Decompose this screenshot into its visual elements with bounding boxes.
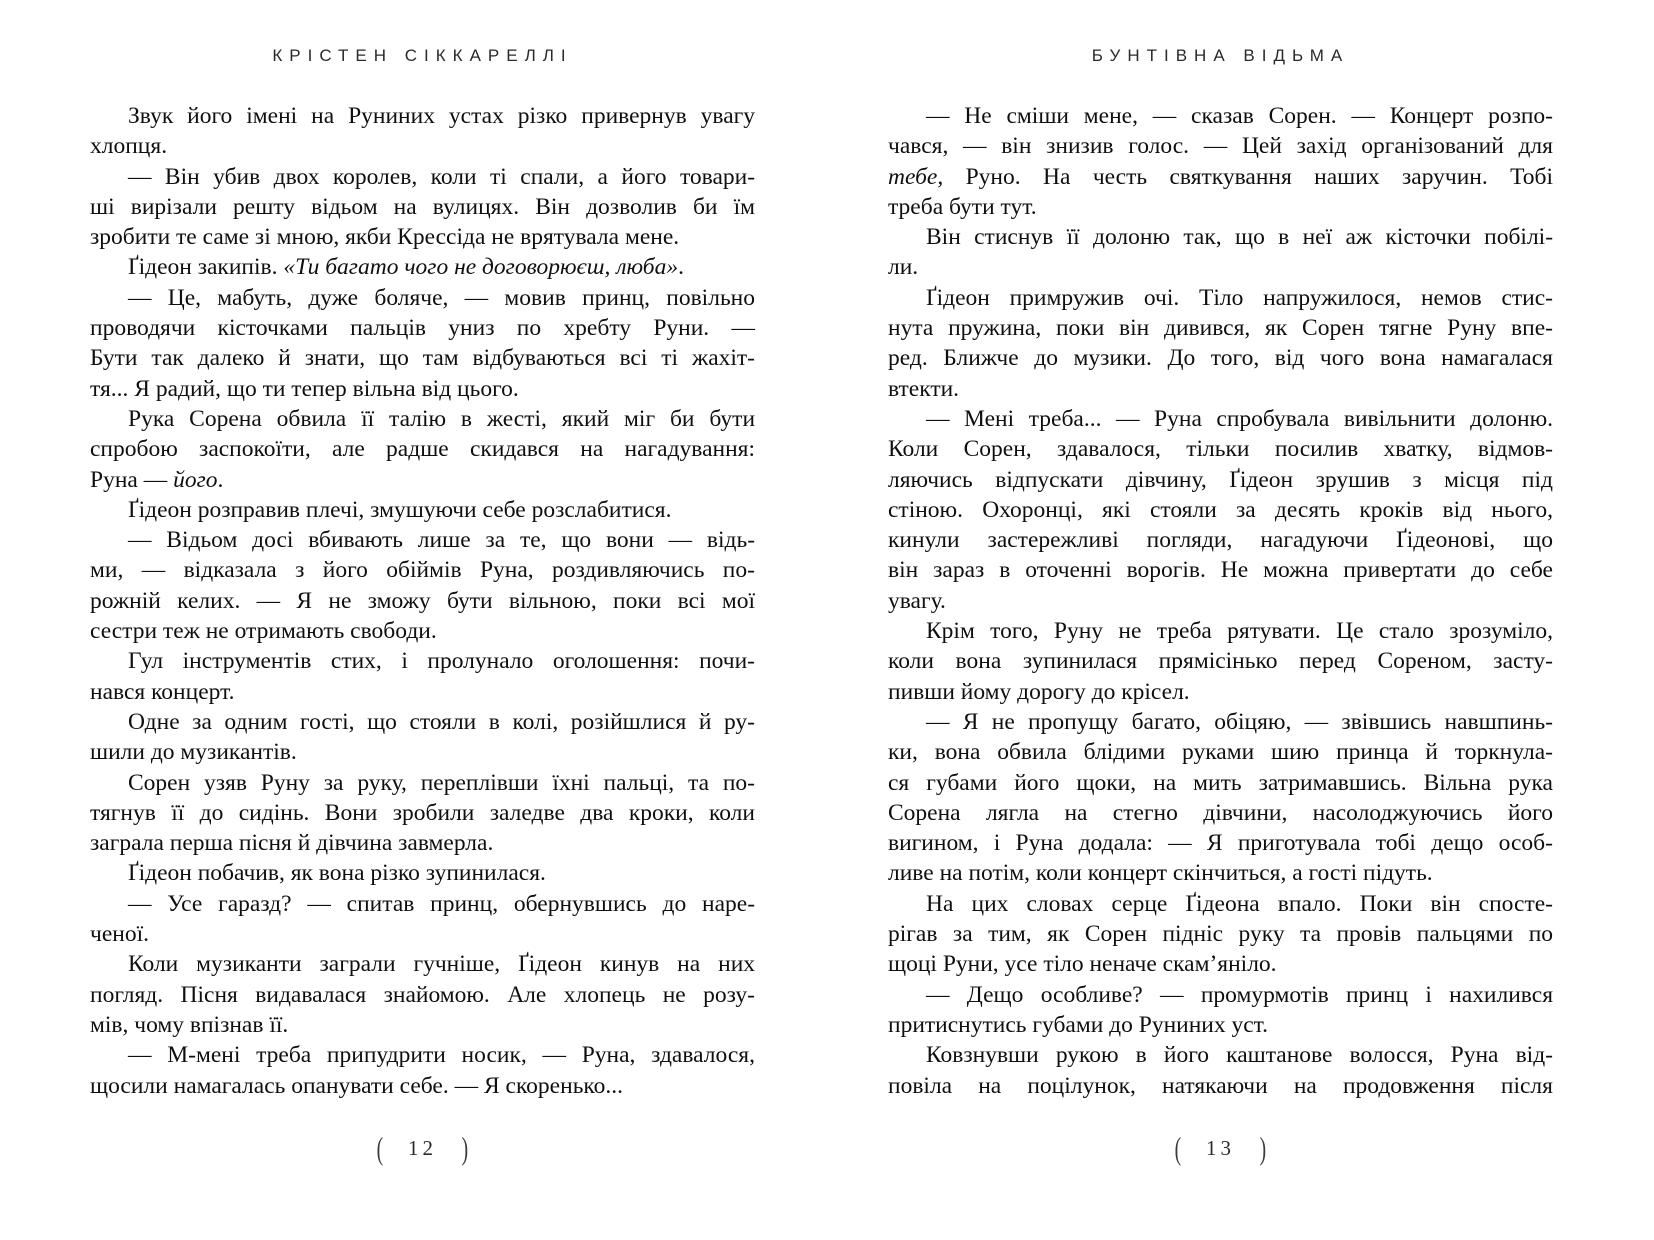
text-line [888, 677, 1553, 707]
text-line [888, 768, 1553, 798]
text-line [888, 192, 1553, 222]
text-line [888, 343, 1553, 373]
text-line [888, 131, 1553, 161]
text-line-content [90, 557, 755, 583]
text-segment: — Дещо особливе? — промурмотів принц і нахилився [926, 981, 1554, 1008]
text-line [90, 404, 755, 434]
text-segment: На цих словах серце Ґідеона впало. Поки він спосте- [926, 890, 1553, 917]
text-line-content [128, 285, 755, 311]
text-line [90, 858, 755, 888]
text-line-content [926, 891, 1553, 917]
left-folio [90, 1130, 755, 1166]
text-line-content [926, 406, 1553, 432]
italic-text-segment: тебе, [888, 163, 944, 190]
text-line [888, 283, 1553, 313]
text-line-content [90, 830, 493, 856]
text-segment: — Я не пропущу багато, обіцяю, — звівшись навшпинь- [926, 708, 1553, 735]
text-segment: — Усе гаразд? — спитав принц, обернувшись до наре- [128, 890, 756, 917]
text-line-content [90, 315, 755, 341]
text-line [90, 677, 755, 707]
text-line-content [128, 770, 755, 796]
text-segment: Бути так далеко й знати, що там відбуваються всі ті жахіт- [90, 345, 756, 372]
text-segment: притиснутись губами до Руниних уст. [888, 1011, 1269, 1038]
text-line [888, 858, 1553, 888]
text-line-content [90, 982, 755, 1008]
text-segment: ки, вона обвила блідими руками шию принца й торкнула- [888, 739, 1553, 766]
text-line-content [888, 1012, 1268, 1038]
text-line [90, 1040, 755, 1070]
text-line-content [128, 860, 546, 886]
text-line-content [90, 1012, 288, 1038]
text-segment: треба бути тут. [888, 193, 1037, 220]
text-line [90, 222, 755, 252]
text-line-content [888, 921, 1553, 947]
text-segment: . [678, 254, 684, 281]
text-segment: ляючись відпускати дівчину, Ґідеон зрушив з місця під [888, 466, 1553, 493]
text-line [888, 404, 1553, 434]
text-segment: Ковзнувши рукою в його каштанове волосся, Руна від- [926, 1042, 1553, 1069]
text-line-content [888, 527, 1553, 553]
text-line-content [128, 406, 755, 432]
text-line-content [888, 770, 1553, 796]
text-line-content [90, 739, 297, 765]
text-segment: заграла перша пісня й дівчина завмерла. [90, 830, 494, 857]
text-segment: рігав за тим, як Сорен підніс руку та провів пальцями по [888, 921, 1554, 948]
left-page [90, 0, 755, 1240]
text-segment: втекти. [888, 375, 960, 402]
left-running-head: КРІСТЕН СІККАРЕЛЛІ [272, 46, 573, 65]
folio-open-paren: ( [1174, 1130, 1182, 1166]
text-line [888, 798, 1553, 828]
text-line [888, 707, 1553, 737]
italic-text-segment: його [173, 466, 218, 493]
text-segment: Гул інструментів стих, і пролунало оголошення: почи- [128, 648, 756, 675]
text-segment: стіною. Охоронці, які стояли за десять кроків від нього, [888, 496, 1553, 523]
right-folio [888, 1130, 1553, 1166]
text-segment: — Не сміши мене, — сказав Сорен. — Концерт розпо- [926, 103, 1554, 129]
text-segment: вигином, і Руна додала: — Я приготувала тобі дещо особ- [888, 830, 1553, 857]
text-segment: ли. [888, 254, 919, 281]
text-segment: кинули застережливі погляди, нагадуючи Ґідеонові, що [888, 527, 1553, 554]
text-segment: щоці Руни, усе тіло неначе скам’яніло. [888, 951, 1277, 978]
text-line-content [90, 679, 234, 705]
text-line-content [90, 921, 149, 947]
text-segment: погляд. Пісня видавалася знайомою. Але хлопець не розу- [90, 981, 755, 1008]
text-segment: Звук його імені на Руниних устах різко привернув увагу [128, 103, 756, 129]
text-line-content [888, 194, 1037, 220]
text-segment: пивши йому дорогу до крісел. [888, 678, 1190, 705]
text-line-content [128, 648, 755, 674]
text-line [90, 101, 755, 131]
text-line [888, 1010, 1553, 1040]
text-segment: — Це, мабуть, дуже боляче, — мовив принц, повільно [128, 284, 755, 311]
text-line [888, 313, 1553, 343]
text-segment: хлопця. [90, 133, 168, 160]
text-segment: Ґідеон закипів. [128, 254, 284, 281]
text-line [888, 1071, 1553, 1101]
text-line-content [888, 860, 1433, 886]
italic-text-segment: «Ти багато чого не договорюєш, люба» [283, 254, 679, 281]
text-line-content [888, 315, 1553, 341]
text-line [90, 465, 755, 495]
text-line-content [888, 830, 1553, 856]
text-segment: Рука Сорена обвила її талію в жесті, який міг би бути [128, 405, 756, 432]
folio-open-paren: ( [376, 1130, 384, 1166]
text-line-content [90, 1073, 623, 1099]
text-line [888, 101, 1553, 131]
text-line-content [128, 103, 755, 129]
text-line [90, 162, 755, 192]
text-line [90, 252, 755, 282]
text-line [888, 919, 1553, 949]
text-line [888, 555, 1553, 585]
left-page-number: 12 [408, 1136, 437, 1160]
text-line-content [888, 467, 1553, 493]
text-segment: ми, — відказала з його обіймів Руна, роздивляючись по- [90, 557, 755, 584]
text-segment: Ґідеон примружив очі. Тіло напружилося, немов стис- [926, 284, 1553, 311]
text-line-content [128, 951, 755, 977]
text-segment: нався концерт. [90, 678, 235, 705]
text-line-content [888, 648, 1553, 674]
text-line [90, 525, 755, 555]
text-segment: Він стиснув її долоню так, що в неї аж кісточки побілі- [926, 224, 1554, 251]
text-line [90, 919, 755, 949]
text-segment: він зараз в оточенні ворогів. Не можна привертати до себе [888, 557, 1553, 584]
text-line-content [888, 739, 1553, 765]
text-line-content [90, 224, 679, 250]
text-segment: Крім того, Руну не треба рятувати. Це стало зрозуміло, [926, 618, 1554, 645]
text-segment: чався, — він знизив голос. — Цей захід організований для [888, 133, 1553, 160]
text-line [888, 525, 1553, 555]
text-segment: зробити те саме зі мною, якби Крессіда не врятувала мене. [90, 224, 680, 251]
text-line-content [888, 800, 1553, 826]
text-line-content [926, 1042, 1553, 1068]
text-segment: сестри теж не отримають свободи. [90, 618, 437, 645]
text-line-content [926, 285, 1553, 311]
text-line-content [128, 497, 671, 523]
text-line [90, 495, 755, 525]
text-line [90, 889, 755, 919]
text-line-content [90, 588, 755, 614]
text-line [90, 707, 755, 737]
right-running-head: БУНТІВНА ВІДЬМА [1091, 46, 1350, 65]
text-line [888, 222, 1553, 252]
text-line [90, 646, 755, 676]
text-line [888, 980, 1553, 1010]
text-line [888, 889, 1553, 919]
text-line-content [90, 618, 437, 644]
text-line [90, 192, 755, 222]
text-line-content [888, 679, 1190, 705]
right-page [888, 0, 1553, 1240]
text-line-content [888, 345, 1553, 371]
text-segment: Ґідеон побачив, як вона різко зупинилася. [128, 860, 546, 887]
text-line-content [888, 1073, 1553, 1099]
text-line [90, 828, 755, 858]
text-segment: спробою заспокоїти, але радше скидався на нагадування: [90, 436, 756, 463]
text-segment: Коли Сорен, здавалося, тільки посилив хватку, відмов- [888, 436, 1554, 463]
text-line-content [128, 709, 755, 735]
text-line-content [888, 133, 1553, 159]
text-line-content [926, 224, 1553, 250]
text-line [888, 1040, 1553, 1070]
text-line [90, 555, 755, 585]
folio-close-paren: ) [1259, 1130, 1267, 1166]
text-segment: Коли музиканти заграли гучніше, Ґідеон кинув на них [128, 951, 756, 978]
text-line [90, 949, 755, 979]
text-line-content [926, 709, 1553, 735]
text-line [888, 586, 1553, 616]
text-line-content [888, 588, 946, 614]
text-line [888, 949, 1553, 979]
text-line-content [888, 951, 1277, 977]
text-line-content [888, 164, 1553, 190]
text-segment: ші вирізали решту відьом на вулицях. Він дозволив би їм [90, 193, 756, 220]
text-line-content [888, 376, 959, 402]
text-line [90, 980, 755, 1010]
text-segment: . [217, 466, 224, 493]
text-segment: Ґідеон розправив плечі, змушуючи себе розслабитися. [128, 496, 672, 523]
text-line [888, 616, 1553, 646]
text-line-content [128, 1042, 755, 1068]
text-line-content [926, 618, 1553, 644]
right-text-block [888, 101, 1553, 1101]
text-line [90, 616, 755, 646]
text-line-content [90, 436, 755, 462]
text-line-content [90, 194, 755, 220]
text-line [90, 283, 755, 313]
text-segment: ред. Ближче до музики. До того, від чого вона намагалася [888, 345, 1553, 372]
text-line [888, 646, 1553, 676]
text-line [888, 828, 1553, 858]
text-line-content [128, 527, 755, 553]
text-segment: нута пружина, поки він дивився, як Сорен тягне Руну впе- [888, 315, 1553, 342]
text-segment: Руна — [90, 466, 174, 493]
text-line [90, 798, 755, 828]
text-segment: проводячи кісточками пальців униз по хребту Руни. — [90, 315, 756, 342]
text-line [90, 586, 755, 616]
text-segment: Одне за одним гості, що стояли в колі, розійшлися й ру- [128, 708, 755, 735]
text-segment: тягнув її до сидінь. Вони зробили заледве два кроки, коли [90, 799, 755, 826]
text-segment: шили до музикантів. [90, 739, 297, 766]
text-segment: увагу. [888, 587, 946, 614]
text-segment: мів, чому впізнав її. [90, 1011, 289, 1038]
text-line [888, 495, 1553, 525]
text-segment: Руно. На честь святкування наших заручин. Тобі [943, 163, 1553, 190]
text-segment: рожній келих. — Я не зможу бути вільною, поки всі мої [90, 587, 755, 614]
text-segment: Сорена лягла на стегно дівчини, насолоджуючись його [888, 799, 1553, 826]
text-segment: — Мені треба... — Руна спробувала вивільнити долоню. [926, 405, 1554, 432]
folio-close-paren: ) [461, 1130, 469, 1166]
text-line [90, 737, 755, 767]
text-line [888, 374, 1553, 404]
text-line-content [90, 376, 519, 402]
text-line [90, 768, 755, 798]
text-line [888, 737, 1553, 767]
text-line-content [888, 557, 1553, 583]
text-line [90, 131, 755, 161]
text-line-content [90, 800, 755, 826]
text-line [888, 434, 1553, 464]
text-line [888, 465, 1553, 495]
text-line-content [888, 254, 918, 280]
text-line [90, 343, 755, 373]
text-line [90, 1071, 755, 1101]
left-text-block [90, 101, 755, 1101]
text-segment: ченої. [90, 921, 149, 948]
text-line-content [128, 891, 755, 917]
text-line-content [90, 133, 167, 159]
text-line [90, 1010, 755, 1040]
text-segment: тя... Я радий, що ти тепер вільна від цього. [90, 375, 519, 402]
text-segment: — Він убив двох королев, коли ті спали, а його товари- [128, 163, 756, 190]
text-segment: ливе на потім, коли концерт скінчиться, а гості підуть. [888, 860, 1433, 887]
text-line [888, 162, 1553, 192]
text-segment: повіла на поцілунок, натякаючи на продовження після [888, 1072, 1553, 1099]
text-line-content [90, 467, 223, 493]
right-page-number: 13 [1206, 1136, 1235, 1160]
text-line [90, 434, 755, 464]
text-segment: коли вона зупинилася прямісінько перед Сореном, засту- [888, 648, 1553, 675]
text-line-content [888, 497, 1553, 523]
text-segment: ся губами його щоки, на мить затримавшись. Вільна рука [888, 769, 1553, 796]
text-segment: — Відьом досі вбивають лише за те, що вони — відь- [128, 527, 756, 554]
text-line [90, 313, 755, 343]
text-segment: Сорен узяв Руну за руку, переплівши їхні пальці, та по- [128, 769, 755, 796]
text-line [90, 374, 755, 404]
text-line-content [888, 436, 1553, 462]
text-segment: — М-мені треба припудрити носик, — Руна, здавалося, [128, 1042, 755, 1069]
text-line-content [926, 982, 1553, 1008]
text-line-content [90, 345, 755, 371]
text-segment: щосили намагалась опанувати себе. — Я скоренько... [90, 1072, 624, 1099]
text-line [888, 252, 1553, 282]
text-line-content [128, 164, 755, 190]
text-line-content [926, 103, 1553, 129]
text-line-content [128, 254, 684, 280]
